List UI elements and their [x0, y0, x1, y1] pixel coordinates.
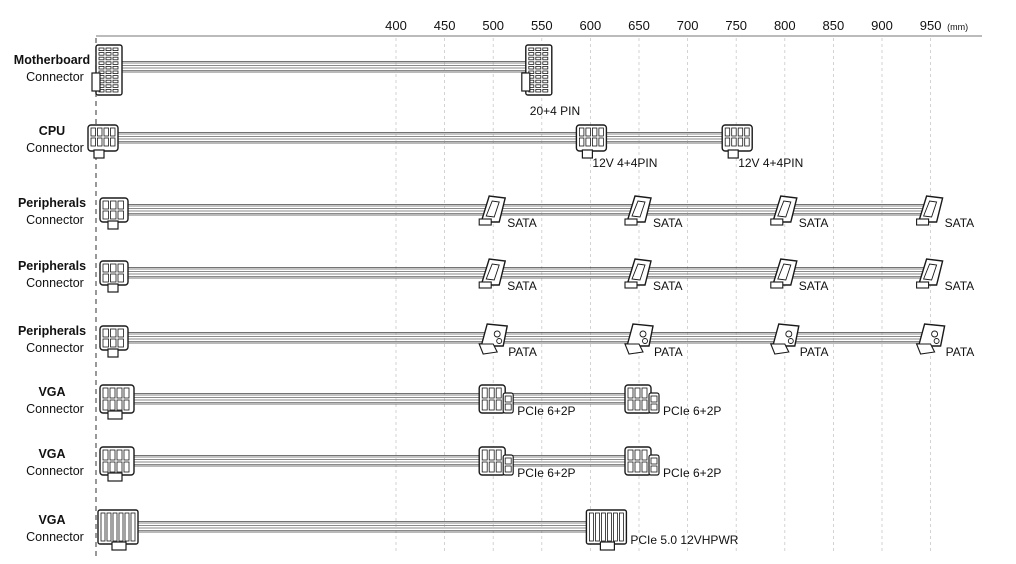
cable-wires	[115, 333, 931, 344]
connector-label: SATA	[507, 216, 537, 230]
cable-name: Motherboard	[13, 53, 91, 67]
cable-wires	[115, 205, 931, 216]
cable-wires	[115, 62, 542, 73]
cable-wires	[115, 522, 590, 533]
cable-name: Peripherals	[17, 324, 87, 338]
connector-label: 12V 4+4PIN	[738, 156, 804, 170]
cable-name: CPU	[38, 124, 66, 138]
connector-label: PATA	[654, 345, 683, 359]
scale-tick-label: 850	[822, 18, 845, 33]
cable-name-sub: Connector	[26, 276, 84, 290]
mb-connector-icon	[522, 45, 552, 95]
cable-row	[26, 447, 721, 481]
cable-wires	[115, 133, 736, 144]
connector-label: 12V 4+4PIN	[592, 156, 658, 170]
scale-tick-label: 650	[628, 18, 650, 33]
hpwr-connector-icon	[586, 510, 626, 550]
cable-row	[18, 324, 974, 359]
start-connector-icon	[88, 125, 118, 158]
pcie-connector-icon	[625, 385, 659, 413]
scale-grid	[96, 38, 931, 560]
scale-tick-label: 750	[725, 18, 748, 33]
cable-name-sub: Connector	[26, 141, 84, 155]
start-connector-icon	[98, 510, 138, 550]
connector-label: 20+4 PIN	[529, 104, 581, 118]
connector-label: PATA	[508, 345, 537, 359]
connector-label: PCIe 6+2P	[663, 404, 722, 418]
start-connector-icon	[100, 385, 134, 419]
connector-label: PCIe 6+2P	[517, 466, 576, 480]
cable-name-sub: Connector	[26, 402, 84, 416]
start-connector-icon	[92, 45, 122, 95]
cpu-connector-icon	[576, 125, 606, 158]
cable-wires	[115, 268, 931, 279]
start-connector-icon	[100, 261, 128, 292]
cable-wires	[115, 394, 639, 405]
scale-tick-label: 500	[482, 18, 505, 33]
start-connector-icon	[100, 198, 128, 229]
cable-name-sub: Connector	[26, 341, 84, 355]
cable-name: VGA	[38, 385, 66, 399]
connector-label: SATA	[507, 279, 537, 293]
mm-scale	[96, 18, 982, 36]
scale-tick-label: 400	[385, 18, 407, 33]
cable-row	[26, 510, 739, 550]
connector-label: SATA	[653, 279, 683, 293]
connector-label: SATA	[944, 279, 975, 293]
cable-wires	[115, 456, 639, 467]
connector-label: PCIe 6+2P	[663, 466, 722, 480]
scale-unit: (mm)	[947, 22, 969, 32]
cable-row	[26, 124, 803, 170]
cpu-connector-icon	[722, 125, 752, 158]
connector-label: PATA	[799, 345, 829, 359]
pata-connector-icon	[625, 324, 653, 354]
cable-row	[14, 45, 580, 118]
connector-label: SATA	[798, 216, 829, 230]
cable-name: VGA	[38, 447, 66, 461]
cable-name-sub: Connector	[26, 70, 84, 84]
scale-tick-label: 450	[433, 18, 456, 33]
connector-label: PCIe 5.0 12VHPWR	[630, 533, 739, 547]
pcie-connector-icon	[479, 385, 513, 413]
scale-tick-label: 700	[676, 18, 699, 33]
connector-label: PCIe 6+2P	[517, 404, 576, 418]
cable-name-sub: Connector	[26, 213, 84, 227]
cable-rows	[14, 45, 974, 550]
connector-label: SATA	[944, 216, 975, 230]
pata-connector-icon	[479, 324, 507, 354]
scale-tick-label: 550	[530, 18, 553, 33]
scale-tick-label: 600	[579, 18, 602, 33]
cable-name: VGA	[38, 513, 66, 527]
start-connector-icon	[100, 447, 134, 481]
cable-row	[18, 259, 974, 293]
cable-name: Peripherals	[17, 259, 87, 273]
pcie-connector-icon	[625, 447, 659, 475]
cable-name: Peripherals	[17, 196, 87, 210]
connector-label: SATA	[653, 216, 683, 230]
cable-row	[18, 196, 974, 230]
cable-row	[26, 385, 721, 419]
scale-tick-label: 900	[871, 18, 893, 33]
pata-connector-icon	[917, 324, 945, 354]
connector-label: SATA	[798, 279, 829, 293]
pcie-connector-icon	[479, 447, 513, 475]
pata-connector-icon	[771, 324, 799, 354]
connector-label: PATA	[945, 345, 975, 359]
scale-tick-label: 800	[773, 18, 796, 33]
cable-name-sub: Connector	[26, 464, 84, 478]
start-connector-icon	[100, 326, 128, 357]
scale-tick-label: 950	[919, 18, 942, 33]
cable-name-sub: Connector	[26, 530, 84, 544]
